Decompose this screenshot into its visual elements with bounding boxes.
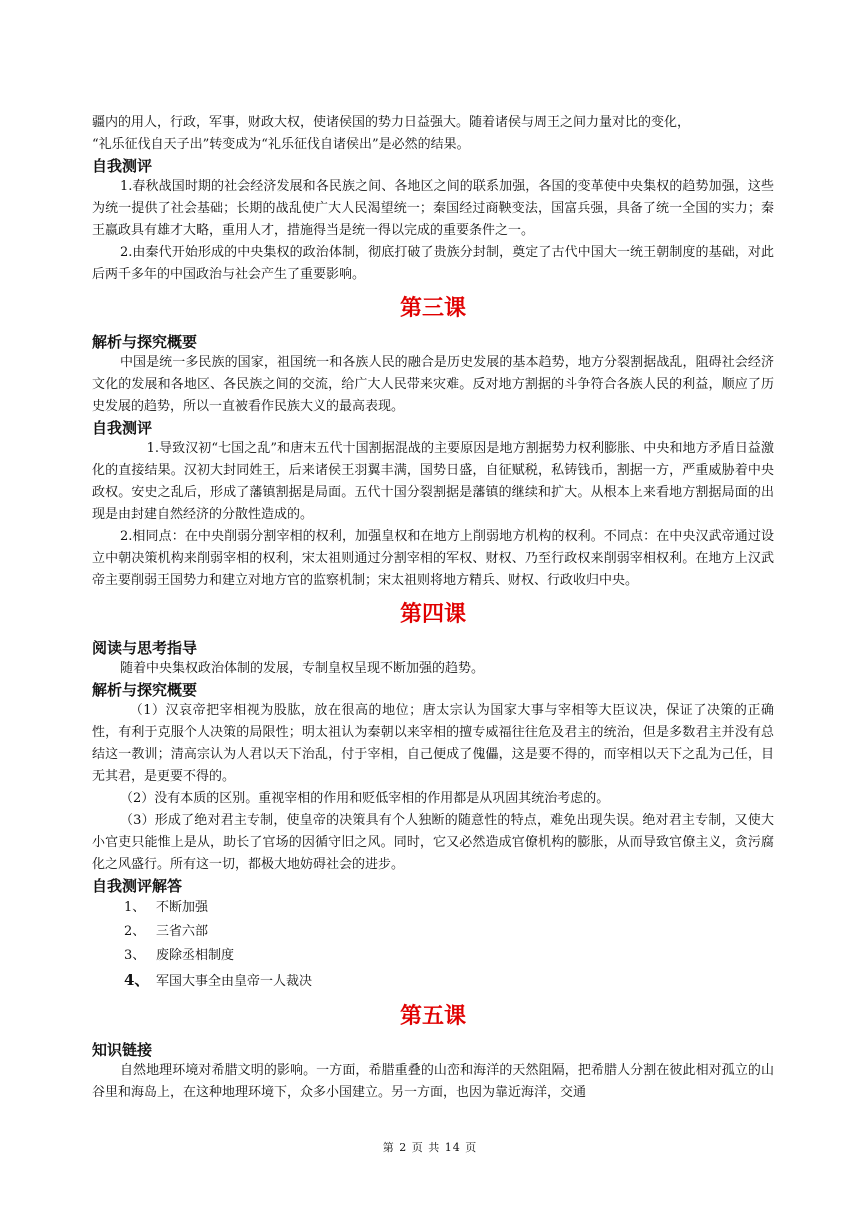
paragraph: 自然地理环境对希腊文明的影响。一方面，希腊重叠的山峦和海洋的天然阻隔，把希腊人分割在彼此相对孤立的山谷里和海岛上，在这种地理环境下，众多小国建立。另一方面，也因为靠近海洋，交通 [92,1063,774,1100]
section-heading-answers: 自我测评解答 [92,877,183,895]
section-heading-reading: 阅读与思考指导 [92,639,198,657]
list-text: 三省六部 [156,924,209,939]
lesson-title: 第五课 [399,1004,466,1029]
paragraph: （1）汉哀帝把宰相视为股肱，放在很高的地位；唐太宗认为国家大事与宰相等大臣议决，保证了决策的正确性，有利于克服个人决策的局限性；明太祖认为秦朝以来宰相的擅专威福往往危及君主的统治，但是多数君主并没有总结这一教训；清高宗认为人君以天下治乱，付于宰相，自己便成了傀儡，这是要不得的，而宰相以天下之乱为己任，目无其君，是更要不得的。 [92,703,774,784]
list-item [124,944,774,968]
lesson-title: 第四课 [399,602,466,627]
paragraph: 1.导致汉初“七国之乱”和唐末五代十国割据混战的主要原因是地方割据势力权利膨胀、中央和地方矛盾日益激化的直接结果。汉初大封同姓王，后来诸侯王羽翼丰满，国势日盛，自征赋税，私铸钱币，割据一方，严重威胁着中央政权。安史之乱后，形成了藩镇割据是局面。五代十国分裂割据是藩镇的继续和扩大。从根本上来看地方割据局面的出现是由封建自然经济的分散性造成的。 [92,441,774,522]
paragraph: 1.春秋战国时期的社会经济发展和各民族之间、各地区之间的联系加强，各国的变革使中央集权的趋势加强，这些为统一提供了社会基础；长期的战乱使广大人民渴望统一；秦国经过商鞅变法，国富兵强，具备了统一全国的实力；秦王嬴政具有雄才大略，重用人才，措施得当是统一得以完成的重要条件之一。 [92,179,774,238]
list-item [124,968,774,994]
list-item [124,920,774,944]
intro-line-2: “礼乐征伐自天子出”转变成为“礼乐征伐自诸侯出”是必然的结果。 [92,137,470,152]
document-page [92,112,774,1104]
section-heading-self-eval: 自我测评 [92,419,153,437]
intro-line-1: 疆内的用人，行政，军事，财政大权，使诸侯国的势力日益强大。随着诸侯与周王之间力量对比的变化， [92,115,691,130]
paragraph: 2.由秦代开始形成的中央集权的政治体制，彻底打破了贵族分封制，奠定了古代中国大一统王朝制度的基础，对此后两千多年的中国政治与社会产生了重要影响。 [92,245,774,282]
paragraph: （2）没有本质的区别。重视宰相的作用和贬低宰相的作用都是从巩固其统治考虑的。 [119,791,610,806]
answer-list [92,896,774,994]
paragraph: 随着中央集权政治体制的发展，专制皇权呈现不断加强的趋势。 [119,661,484,676]
list-text: 不断加强 [156,900,209,915]
list-text: 军国大事全由皇帝一人裁决 [156,974,313,989]
list-number: 4、 [124,971,150,989]
paragraph: 2.相同点：在中央削弱分割宰相的权利，加强皇权和在地方上削弱地方机构的权利。不同点：在中央汉武帝通过设立中朝决策机构来削弱宰相的权利，宋太祖则通过分割宰相的军权、财权、乃至行政权来削弱宰相权利。在地方上汉武帝主要削弱王国势力和建立对地方官的监察机制；宋太祖则将地方精兵、财权、行政收归中央。 [92,529,774,588]
list-number: 2、 [124,924,146,939]
lesson-title: 第三课 [399,296,466,321]
page-footer: 第 2 页 共 14 页 [382,1141,478,1154]
list-text: 废除丞相制度 [156,948,235,963]
section-heading-self-eval: 自我测评 [92,157,153,175]
section-heading-analysis: 解析与探究概要 [92,681,198,699]
section-heading-link: 知识链接 [92,1041,153,1059]
list-number: 1、 [124,900,146,915]
paragraph: 中国是统一多民族的国家，祖国统一和各族人民的融合是历史发展的基本趋势，地方分裂割据战乱，阻碍社会经济文化的发展和各地区、各民族之间的交流，给广大人民带来灾难。反对地方割据的斗争符合各族人民的利益，顺应了历史发展的趋势，所以一直被看作民族大义的最高表现。 [92,355,774,414]
list-item [124,896,774,920]
paragraph: （3）形成了绝对君主专制，使皇帝的决策具有个人独断的随意性的特点，难免出现失误。绝对君主专制，又使大小官吏只能惟上是从，助长了官场的因循守旧之风。同时，它又必然造成官僚机构的膨胀，从而导致官僚主义，贪污腐化之风盛行。所有这一切，都极大地妨碍社会的进步。 [92,813,774,872]
section-heading-analysis: 解析与探究概要 [92,333,198,351]
list-number: 3、 [124,948,146,963]
